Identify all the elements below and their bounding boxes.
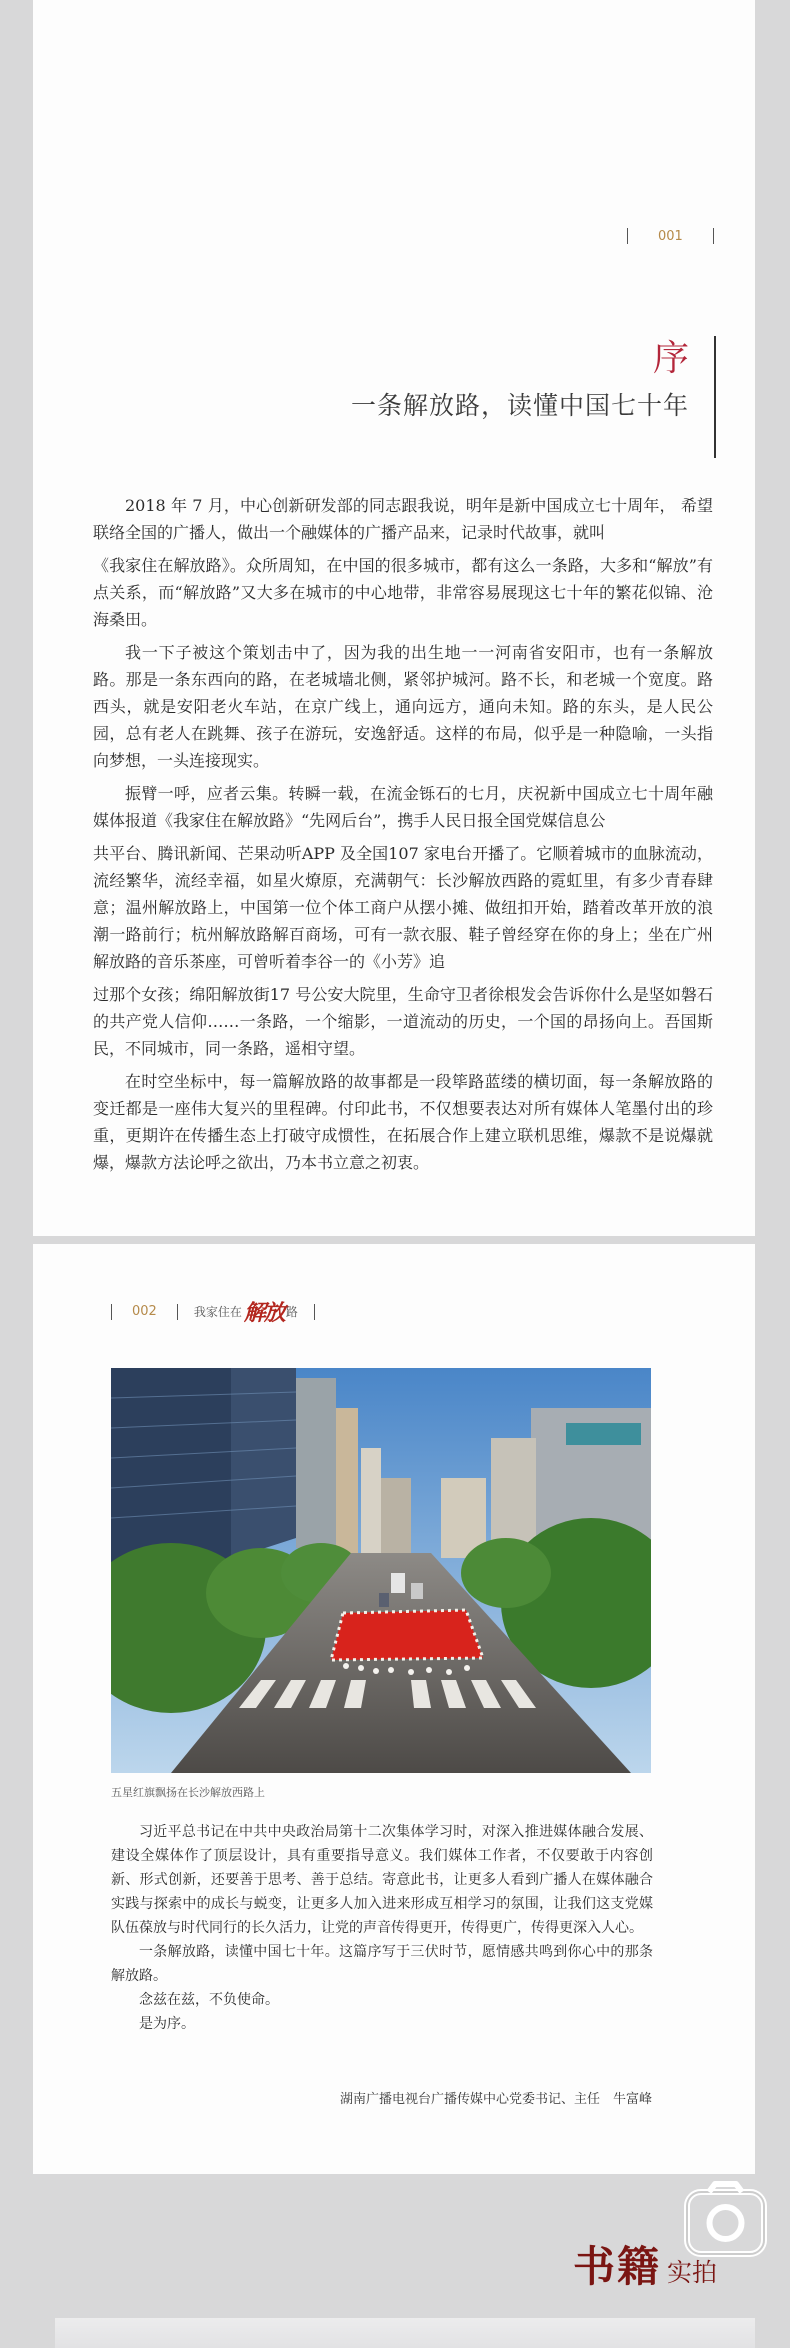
page-number: 001 [658, 228, 683, 244]
preface-body [93, 492, 713, 1176]
page-number-001 [627, 228, 714, 244]
preface-heading: 序 [652, 338, 689, 379]
photo-caption: 五星红旗飘扬在长沙解放西路上 [111, 1786, 265, 1799]
book-page-002 [33, 1244, 755, 2174]
paragraph: 过那个女孩；绵阳解放街17 号公安大院里，生命守卫者徐根发会告诉你什么是坚如磐石的共产党人信仰……一条路，一个缩影，一道流动的历史，一个国的昂扬向上。吾国斯民，不同城市，同一条路，遥相守望。 [93, 985, 713, 1058]
watermark-big-text: 书籍 [573, 2242, 662, 2291]
paragraph: 念兹在兹，不负使命。 [139, 1992, 279, 2008]
paragraph: 是为序。 [139, 2016, 195, 2032]
author-signature: 湖南广播电视台广播传媒中心党委书记、主任 牛富峰 [339, 2092, 652, 2107]
paragraph: 振臂一呼，应者云集。转瞬一载，在流金铄石的七月，庆祝新中国成立七十周年融媒体报道《我家住在解放路》“先网后台”，携手人民日报全国党媒信息公 [93, 784, 713, 830]
watermark-label [573, 2234, 717, 2294]
paragraph: 《我家住在解放路》。众所周知，在中国的很多城市，都有这么一条路，大多和“解放”有点关系，而“解放路”又大多在城市的中心地带，非常容易展现这七十年的繁花似锦、沧海桑田。 [93, 556, 713, 629]
folio-divider [627, 228, 628, 244]
paragraph: 在时空坐标中，每一篇解放路的故事都是一段筚路蓝缕的横切面，每一条解放路的变迁都是一座伟大复兴的里程碑。付印此书，不仅想要表达对所有媒体人笔墨付出的珍重，更期许在传播生态上打破守成惯性，在拓展合作上建立联机思维，爆款不是说爆就爆，爆款方法论呼之欲出，乃本书立意之初衷。 [93, 1072, 713, 1172]
paragraph: 共平台、腾讯新闻、芒果动听APP 及全国107 家电台开播了。它顺着城市的血脉流动，流经繁华，流经幸福，如星火燎原，充满朝气：长沙解放西路的霓虹里，有多少青春肆意；温州解放路上，中国第一位个体工商户从摆小摊、做纽扣开始，踏着改革开放的浪潮一路前行；杭州解放路解百商场，可有一款衣服、鞋子曾经穿在你的身上；坐在广州解放路的音乐茶座，可曾听着李谷一的《小芳》追 [93, 844, 713, 971]
running-head-prefix: 我家住在 [193, 1305, 242, 1319]
folio-divider [111, 1304, 112, 1320]
street-flag-photo [111, 1368, 651, 1773]
watermark-small-text: 实拍 [667, 2258, 718, 2287]
title-vertical-rule [714, 336, 716, 458]
preface-title: 一条解放路，读懂中国七十年 [350, 391, 689, 420]
page-number: 002 [132, 1304, 157, 1319]
photo-illustration [111, 1368, 651, 1773]
running-head-brand: 解放 [243, 1300, 284, 1326]
running-head [194, 1296, 298, 1327]
page-number-002 [111, 1296, 315, 1327]
paragraph: 习近平总书记在中共中央政治局第十二次集体学习时，对深入推进媒体融合发展、建设全媒体作了顶层设计，具有重要指导意义。我们媒体工作者，不仅要敢于内容创新、形式创新，还要善于思考、善于总结。寄意此书，让更多人看到广播人在媒体融合实践与探索中的成长与蜕变，让更多人加入进来形成互相学习的氛围，让我们这支党媒队伍葆放与时代同行的长久活力，让党的声音传得更开，传得更广，传得更深入人心。 [111, 1824, 653, 1936]
book-page-001 [33, 0, 755, 1236]
paragraph: 我一下子被这个策划击中了，因为我的出生地一一河南省安阳市，也有一条解放路。那是一条东西向的路，在老城墙北侧，紧邻护城河。路不长，和老城一个宽度。路西头，就是安阳老火车站，在京广线上，通向远方，通向未知。路的东头，是人民公园，总有老人在跳舞、孩子在游玩，安逸舒适。这样的布局，似乎是一种隐喻，一头指向梦想，一头连接现实。 [93, 643, 713, 770]
running-head-suffix: 路 [285, 1305, 298, 1319]
folio-divider [314, 1304, 315, 1320]
preface-body-continued [111, 1820, 653, 2036]
next-page-edge [55, 2318, 755, 2348]
paragraph: 一条解放路，读懂中国七十年。这篇序写于三伏时节，愿情感共鸣到你心中的那条解放路。 [111, 1944, 653, 1984]
folio-divider [713, 228, 714, 244]
folio-divider [177, 1304, 178, 1320]
paragraph: 2018 年 7 月，中心创新研发部的同志跟我说，明年是新中国成立七十周年， 希望联络全国的广播人，做出一个融媒体的广播产品来，记录时代故事，就叫 [93, 496, 713, 542]
